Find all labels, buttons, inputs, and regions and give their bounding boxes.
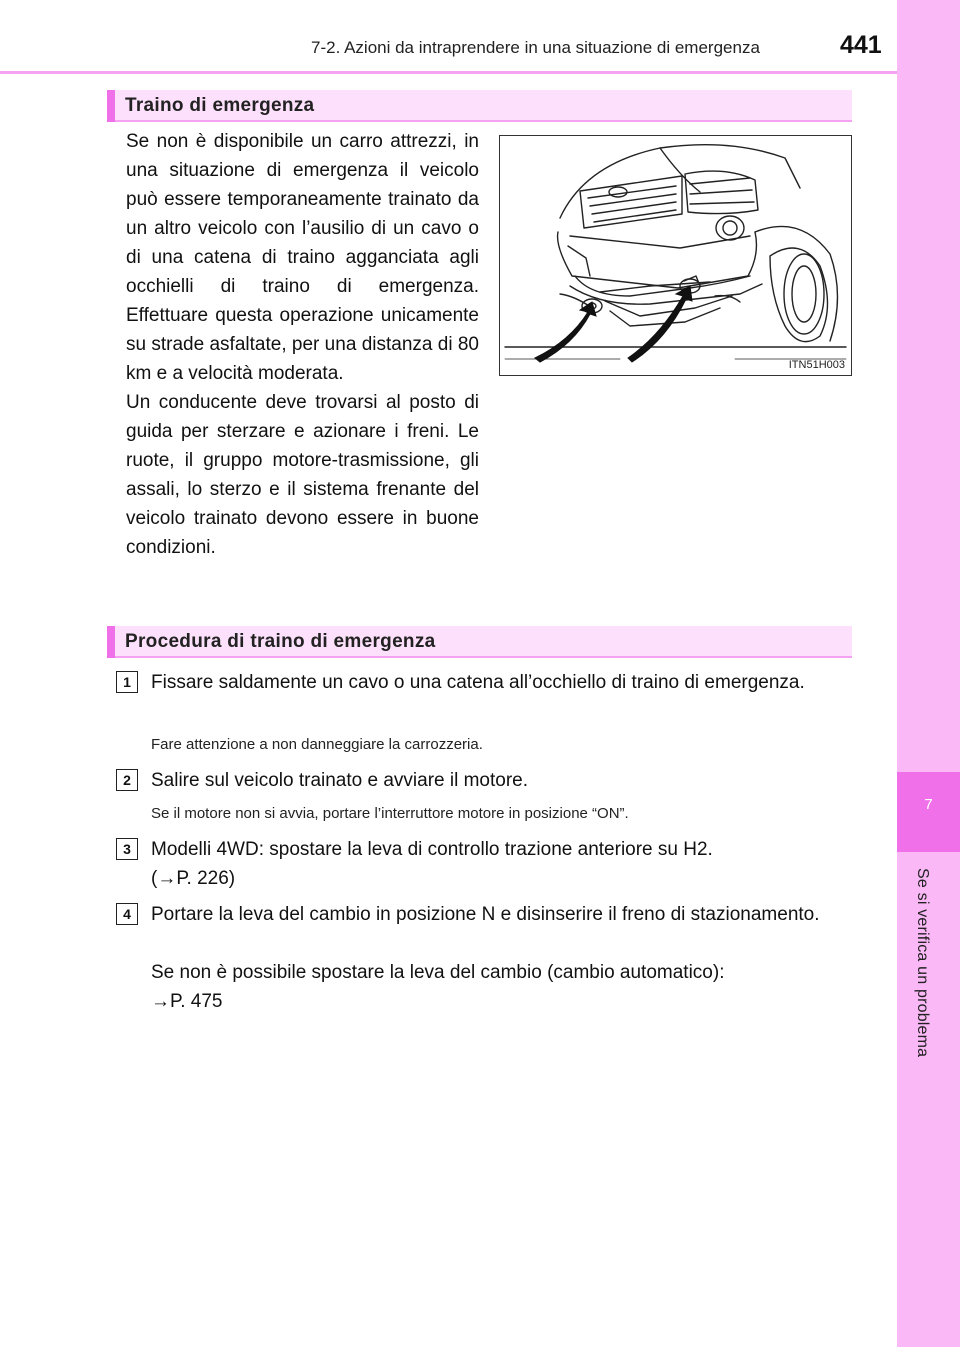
section-title: Traino di emergenza	[125, 95, 315, 116]
intro-paragraph-2: Un conducente deve trovarsi al posto di guida per sterzare e azionare i freni. Le ruote, il gruppo motore-trasmissione, gli assali, lo sterzo e il sistema frenante del veicolo trainato devono essere in buone condizioni.	[126, 392, 479, 558]
step-text: Modelli 4WD: spostare la leva di controllo trazione anteriore su H2.	[151, 839, 713, 860]
page-reference-link[interactable]: (→P. 226)	[151, 868, 236, 889]
step-note: Fare attenzione a non danneggiare la carrozzeria.	[151, 736, 483, 753]
header-divider	[0, 71, 897, 74]
section-title: Procedura di traino di emergenza	[125, 631, 436, 652]
step-text: Salire sul veicolo trainato e avviare il motore.	[151, 770, 529, 791]
chapter-side-tab[interactable]	[897, 0, 960, 1347]
tow-hook-figure	[499, 135, 852, 376]
step-number-badge: 2	[116, 769, 138, 791]
intro-text-block	[126, 127, 479, 562]
step-number-badge: 4	[116, 903, 138, 925]
step-text: Portare la leva del cambio in posizione N e disinserire il freno di stazionamento.	[151, 904, 820, 925]
step-number-badge: 1	[116, 671, 138, 693]
step-text-secondary: Se non è possibile spostare la leva del cambio (cambio automatico):	[151, 962, 725, 983]
section-heading-traino	[107, 90, 852, 122]
chapter-number: 7	[924, 796, 933, 813]
chapter-label: Se si verifica un problema	[914, 868, 931, 1058]
intro-paragraph-1: Se non è disponibile un carro attrezzi, in una situazione di emergenza il veicolo può essere temporaneamente trainato da un altro veicolo con l’ausilio di un cavo o di una catena di traino agganciata agli occhielli di traino di emergenza. Effettuare questa operazione unicamente su strade asfaltate, per una distanza di 80 km e a velocità moderata.	[126, 131, 479, 384]
page-header-title: 7-2. Azioni da intraprendere in una situazione di emergenza	[311, 38, 760, 57]
step-number-badge: 3	[116, 838, 138, 860]
page-reference-link[interactable]: →P. 475	[151, 991, 223, 1012]
figure-code: ITN51H003	[788, 359, 845, 371]
car-front-tow-hooks-illustration	[500, 136, 851, 375]
section-heading-procedura	[107, 626, 852, 658]
step-note: Se il motore non si avvia, portare l’interruttore motore in posizione “ON”.	[151, 805, 629, 822]
page-number: 441	[840, 31, 882, 59]
step-text: Fissare saldamente un cavo o una catena all’occhiello di traino di emergenza.	[151, 672, 805, 693]
